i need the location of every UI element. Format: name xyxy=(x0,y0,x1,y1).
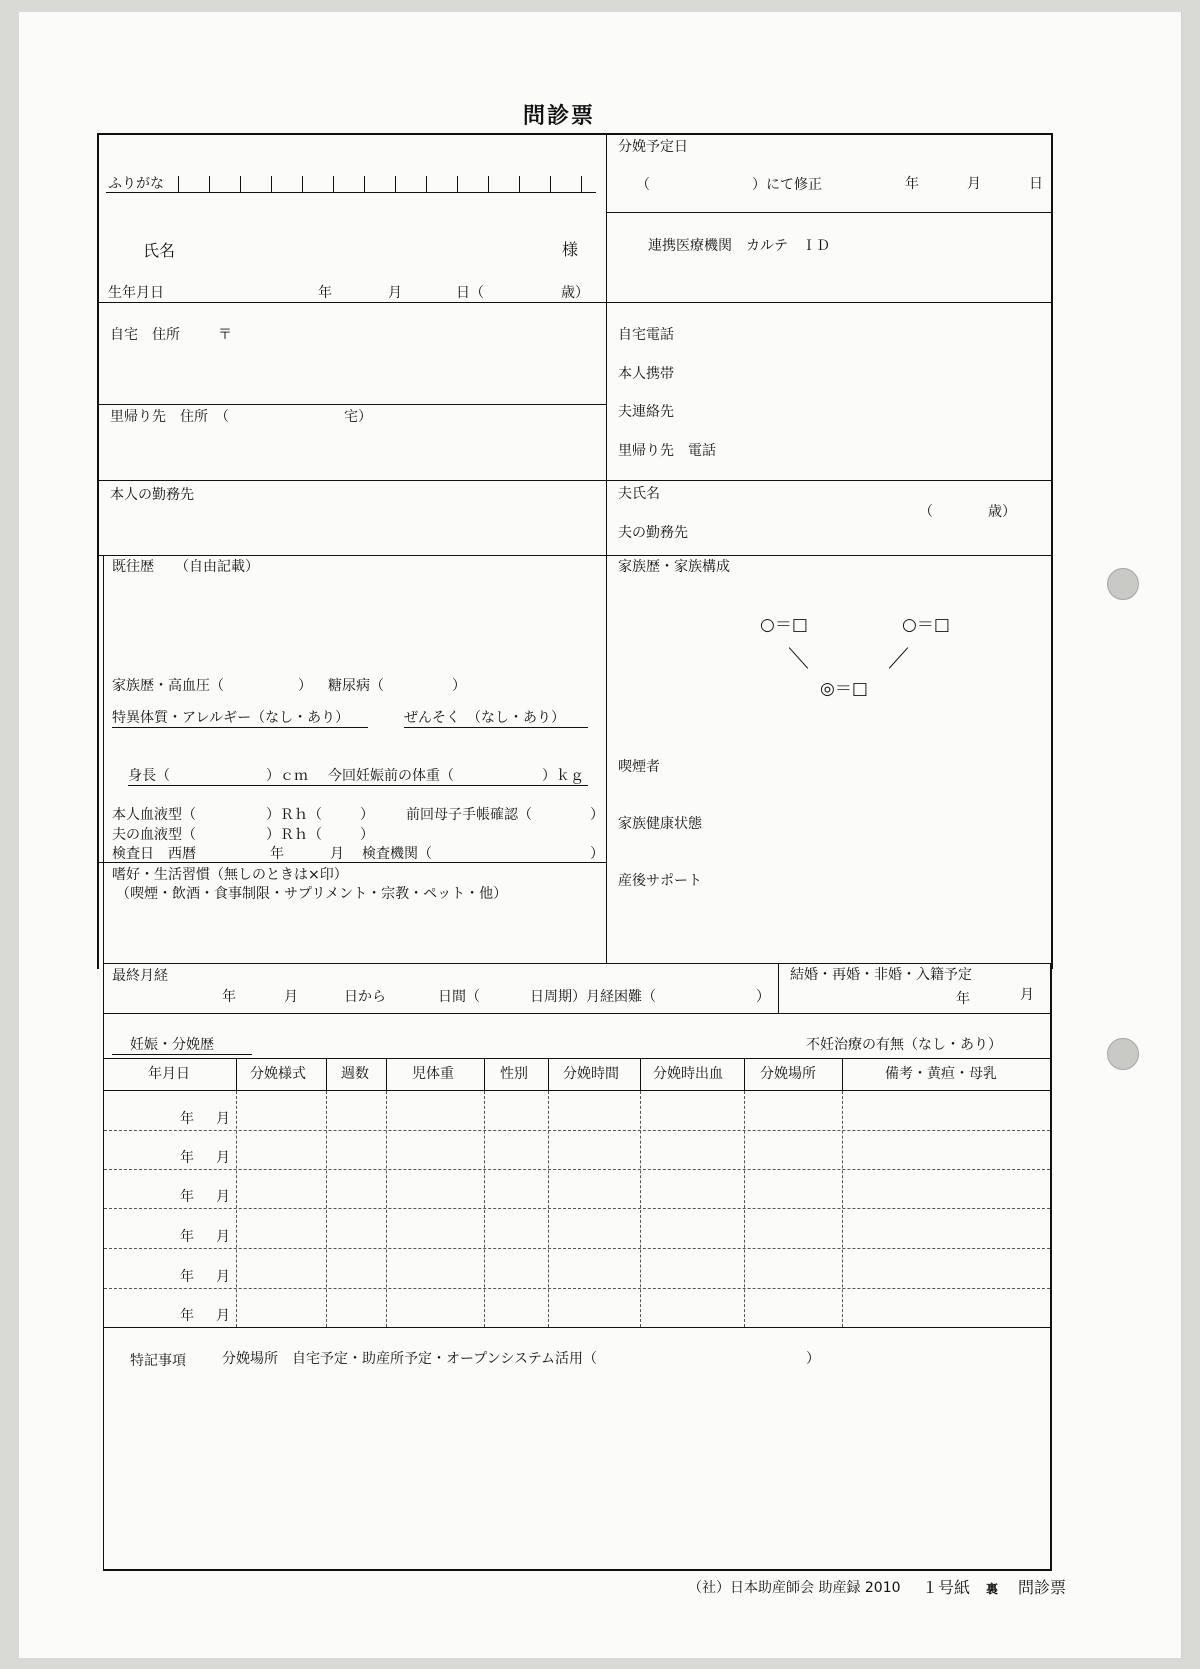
marriage-month: 月 xyxy=(1020,987,1034,1003)
table-row-dash xyxy=(104,1288,1050,1289)
couple-paternal: ○＝□ xyxy=(902,615,950,635)
row-year: 年 xyxy=(180,1150,194,1166)
col-bleeding: 分娩時出血 xyxy=(653,1066,723,1082)
name-label[interactable]: 氏名 xyxy=(143,241,176,260)
col-weeks: 週数 xyxy=(341,1066,369,1082)
divider xyxy=(103,1058,1052,1059)
inner-border-left xyxy=(103,555,104,1570)
asthma-label[interactable]: ぜんそく （なし・あり） xyxy=(404,710,565,726)
paren-close: ） xyxy=(756,989,770,1005)
notes-label[interactable]: 特記事項 xyxy=(130,1353,186,1369)
table-col-dash xyxy=(386,1091,387,1327)
row-year: 年 xyxy=(180,1189,194,1205)
menses-cycle: 日周期）月経困難（ xyxy=(530,989,656,1005)
col-child-weight: 児体重 xyxy=(412,1066,454,1082)
height-label[interactable]: 身長（ xyxy=(128,768,170,784)
divider xyxy=(606,212,1052,213)
table-col-line xyxy=(326,1058,327,1091)
menses-year: 年 xyxy=(222,989,236,1005)
family-structure-label[interactable]: 家族歴・家族構成 xyxy=(618,559,730,575)
marriage-label[interactable]: 結婚・再婚・非婚・入籍予定 xyxy=(790,967,972,983)
blood-self-label[interactable]: 本人血液型（ xyxy=(112,807,196,823)
height-underline xyxy=(128,785,588,786)
pregnancy-title-underline xyxy=(112,1054,252,1055)
form-title: 問診票 xyxy=(523,104,596,129)
divider xyxy=(103,1013,1052,1014)
home-tel-label[interactable]: 自宅電話 xyxy=(618,327,674,343)
table-col-line xyxy=(744,1058,745,1091)
footer-sheet: １号紙 xyxy=(922,1578,971,1597)
divider xyxy=(97,555,1053,556)
menses-from: 日から xyxy=(344,989,386,1005)
table-col-dash xyxy=(484,1091,485,1327)
diabetes-label[interactable]: 糖尿病（ xyxy=(328,678,384,694)
husband-name-label[interactable]: 夫氏名 xyxy=(618,486,660,502)
table-col-line xyxy=(548,1058,549,1091)
inner-border-right xyxy=(1050,963,1052,1571)
table-col-dash xyxy=(640,1091,641,1327)
exam-year: 年 xyxy=(270,846,284,862)
table-col-dash xyxy=(236,1091,237,1327)
satogaeri-tel-label[interactable]: 里帰り先 電話 xyxy=(618,443,716,459)
sama-label: 様 xyxy=(562,240,579,259)
paren-close: ） xyxy=(360,827,374,843)
mobile-label[interactable]: 本人携帯 xyxy=(618,366,674,382)
outer-border-right xyxy=(1051,133,1053,969)
table-col-dash xyxy=(326,1091,327,1327)
birth-month: 月 xyxy=(388,285,402,301)
birth-label[interactable]: 生年月日 xyxy=(108,285,164,301)
table-row-dash xyxy=(104,1169,1050,1170)
footer-form: 問診票 xyxy=(1018,1578,1067,1597)
col-sex: 性別 xyxy=(500,1066,528,1082)
outer-border-top xyxy=(97,133,1053,135)
blood-husband-label[interactable]: 夫の血液型（ xyxy=(112,827,196,843)
divider xyxy=(103,1327,1052,1328)
footer-ura: 裏 xyxy=(986,1582,999,1596)
menses-duration: 日間（ xyxy=(438,989,480,1005)
divider xyxy=(97,480,1053,481)
family-hypertension[interactable]: 家族歴・高血圧（ xyxy=(112,678,224,694)
menses-month: 月 xyxy=(284,989,298,1005)
row-year: 年 xyxy=(180,1229,194,1245)
col-delivery-time: 分娩時間 xyxy=(563,1066,619,1082)
home-address-label[interactable]: 自宅 住所 xyxy=(110,327,180,343)
birth-day: 日（ xyxy=(456,285,484,301)
binder-hole-top xyxy=(1107,568,1139,600)
outer-border-left xyxy=(97,133,99,969)
table-col-line xyxy=(236,1058,237,1091)
due-year: 年 xyxy=(905,176,919,192)
asthma-underline xyxy=(404,727,588,728)
notes-close: ） xyxy=(806,1351,820,1367)
row-month: 月 xyxy=(216,1269,230,1285)
footer-publisher: （社）日本助産師会 助産録 2010 xyxy=(688,1580,901,1596)
row-month: 月 xyxy=(216,1189,230,1205)
row-month: 月 xyxy=(216,1150,230,1166)
paren-open: （ xyxy=(636,177,650,193)
postpartum-support-label[interactable]: 産後サポート xyxy=(618,873,702,889)
table-col-dash xyxy=(744,1091,745,1327)
col-date: 年月日 xyxy=(148,1066,190,1082)
due-date-label: 分娩予定日 xyxy=(618,139,688,155)
exam-date-label[interactable]: 検査日 西暦 xyxy=(112,846,196,862)
house-label: 宅） xyxy=(344,409,372,425)
corrected-label: ）にて修正 xyxy=(752,177,822,193)
divider xyxy=(97,404,607,405)
furigana-label: ふりがな xyxy=(108,176,164,192)
postal-mark: 〒 xyxy=(218,327,232,343)
husband-age-open: （ xyxy=(919,504,933,520)
allergy-label[interactable]: 特異体質・アレルギー（なし・あり） xyxy=(112,710,350,726)
furigana-ticks xyxy=(178,176,598,193)
table-col-line xyxy=(842,1058,843,1091)
prev-book-label[interactable]: 前回母子手帳確認（ xyxy=(406,807,532,823)
paren-close: ） xyxy=(360,807,374,823)
due-month: 月 xyxy=(967,176,981,192)
rh-self: ）Ｒｈ（ xyxy=(266,807,322,823)
self-couple: ◎＝□ xyxy=(820,679,868,699)
row-month: 月 xyxy=(216,1111,230,1127)
husband-age-close: 歳） xyxy=(988,504,1016,520)
exam-org-label[interactable]: 検査機関（ xyxy=(362,846,432,862)
row-year: 年 xyxy=(180,1308,194,1324)
pregnancy-history-title: 妊娠・分娩歴 xyxy=(130,1037,214,1053)
due-day: 日 xyxy=(1029,176,1043,192)
husband-work-label[interactable]: 夫の勤務先 xyxy=(618,525,688,541)
birth-year: 年 xyxy=(318,285,332,301)
divider xyxy=(778,963,779,1014)
row-year: 年 xyxy=(180,1111,194,1127)
couple-maternal: ○＝□ xyxy=(760,615,808,635)
table-row-dash xyxy=(104,1208,1050,1209)
table-col-dash xyxy=(548,1091,549,1327)
row-month: 月 xyxy=(216,1308,230,1324)
habits-label[interactable]: 嗜好・生活習慣（無しのときは×印） xyxy=(112,867,348,883)
divider xyxy=(97,302,1053,303)
last-menses-label[interactable]: 最終月経 xyxy=(112,968,168,984)
karte-label[interactable]: 連携医療機関 カルテ ＩＤ xyxy=(648,238,830,254)
kg-label: ）ｋｇ xyxy=(542,768,584,784)
paren-close: ） xyxy=(298,678,312,694)
marriage-year: 年 xyxy=(956,991,970,1007)
notes-text: 分娩場所 自宅予定・助産所予定・オープンシステム活用（ xyxy=(222,1351,597,1367)
self-work-label[interactable]: 本人の勤務先 xyxy=(110,487,194,503)
allergy-underline xyxy=(112,727,368,728)
row-year: 年 xyxy=(180,1269,194,1285)
table-col-dash xyxy=(842,1091,843,1327)
col-place: 分娩場所 xyxy=(760,1066,816,1082)
family-health-label[interactable]: 家族健康状態 xyxy=(618,816,702,832)
col-delivery-type: 分娩様式 xyxy=(250,1066,306,1082)
birth-age: 歳） xyxy=(561,285,589,301)
paren-close: ） xyxy=(590,807,604,823)
exam-month: 月 xyxy=(330,846,344,862)
habits-list: （喫煙・飲酒・食事制限・サプリメント・宗教・ペット・他） xyxy=(116,886,508,902)
table-col-line xyxy=(484,1058,485,1091)
smoker-label[interactable]: 喫煙者 xyxy=(618,759,660,775)
paren-close: ） xyxy=(590,846,604,862)
satogaeri-address-label[interactable]: 里帰り先 住所 （ xyxy=(110,409,229,425)
divider xyxy=(103,1090,1052,1091)
table-row-dash xyxy=(104,1248,1050,1249)
divider xyxy=(97,862,607,863)
col-notes: 備考・黄疸・母乳 xyxy=(885,1066,997,1082)
row-month: 月 xyxy=(216,1229,230,1245)
binder-hole-bottom xyxy=(1107,1038,1139,1070)
past-history-label[interactable]: 既往歴 （自由記載） xyxy=(112,559,259,575)
husband-contact-label[interactable]: 夫連絡先 xyxy=(618,404,674,420)
cm-label: ）ｃｍ xyxy=(266,768,308,784)
paren-close: ） xyxy=(452,678,466,694)
table-col-line xyxy=(640,1058,641,1091)
table-col-line xyxy=(386,1058,387,1091)
divider xyxy=(103,963,1052,964)
outer-border-bottom xyxy=(103,1569,1052,1571)
prev-weight-label[interactable]: 今回妊娠前の体重（ xyxy=(328,768,454,784)
table-row-dash xyxy=(104,1130,1050,1131)
infertility-label[interactable]: 不妊治療の有無（なし・あり） xyxy=(806,1037,1002,1053)
rh-husband: ）Ｒｈ（ xyxy=(266,827,322,843)
center-divider xyxy=(606,133,607,963)
